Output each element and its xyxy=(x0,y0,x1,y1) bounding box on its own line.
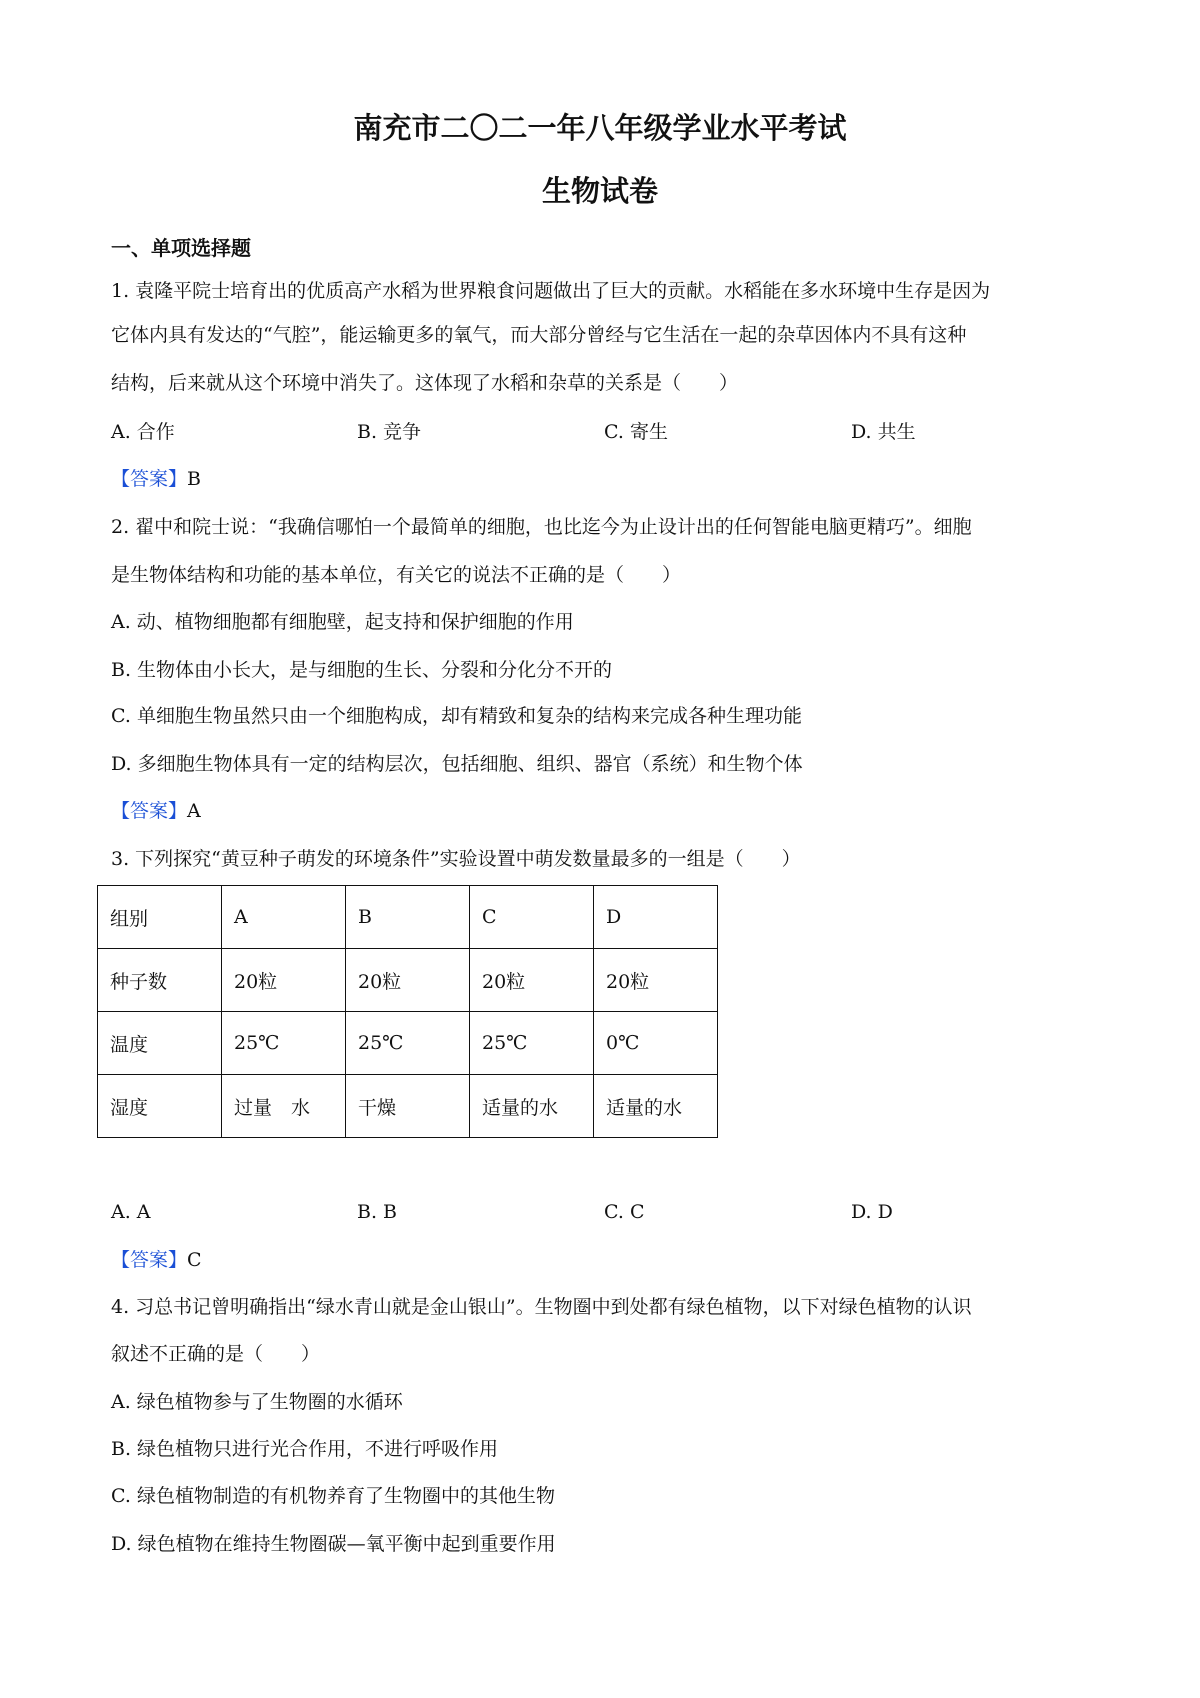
table-cell: 组别 xyxy=(98,886,222,949)
option-d: D. D xyxy=(851,1201,893,1223)
option-b: B. 绿色植物只进行光合作用，不进行呼吸作用 xyxy=(111,1438,499,1460)
table-row xyxy=(98,949,718,1012)
answer-value: A xyxy=(187,800,201,822)
table-cell: 25℃ xyxy=(346,1012,470,1075)
question-text-line: 它体内具有发达的“气腔”，能运输更多的氧气，而大部分曾经与它生活在一起的杂草因体内不具有这种 xyxy=(111,324,967,346)
question-text-line: 结构，后来就从这个环境中消失了。这体现了水稻和杂草的关系是（ ） xyxy=(111,372,739,394)
question-text-line: 2. 翟中和院士说：“我确信哪怕一个最简单的细胞，也比迄今为止设计出的任何智能电脑更精巧”。细胞 xyxy=(111,516,972,538)
table-cell: D xyxy=(594,886,718,949)
table-cell: 25℃ xyxy=(470,1012,594,1075)
table-cell: 适量的水 xyxy=(594,1075,718,1138)
option-a: A. 动、植物细胞都有细胞壁，起支持和保护细胞的作用 xyxy=(111,611,574,633)
option-d: D. 共生 xyxy=(851,421,916,443)
table-cell: 20粒 xyxy=(346,949,470,1012)
answer-value: C xyxy=(187,1249,202,1271)
question-text-line: 4. 习总书记曾明确指出“绿水青山就是金山银山”。生物圈中到处都有绿色植物，以下对绿色植物的认识 xyxy=(111,1296,972,1318)
table-cell: 20粒 xyxy=(222,949,346,1012)
question-text-line: 3. 下列探究“黄豆种子萌发的环境条件”实验设置中萌发数量最多的一组是（ ） xyxy=(111,848,801,870)
table-cell: C xyxy=(470,886,594,949)
question-text-line: 是生物体结构和功能的基本单位，有关它的说法不正确的是（ ） xyxy=(111,564,682,586)
page-subtitle: 生物试卷 xyxy=(541,174,658,208)
page-title: 南充市二〇二一年八年级学业水平考试 xyxy=(353,111,847,145)
option-b: B. 竞争 xyxy=(357,421,422,443)
option-d: D. 绿色植物在维持生物圈碳—氧平衡中起到重要作用 xyxy=(111,1533,556,1555)
option-a: A. 合作 xyxy=(111,421,175,443)
table-row xyxy=(98,1012,718,1075)
answer-line xyxy=(111,802,201,821)
option-a: A. 绿色植物参与了生物圈的水循环 xyxy=(111,1391,403,1413)
option-b: B. 生物体由小长大，是与细胞的生长、分裂和分化分不开的 xyxy=(111,659,613,681)
answer-tag: 【答案】 xyxy=(111,800,188,822)
table-cell: B xyxy=(346,886,470,949)
table-cell: 20粒 xyxy=(470,949,594,1012)
table-row xyxy=(98,886,718,949)
answer-line xyxy=(111,1251,202,1270)
option-d: D. 多细胞生物体具有一定的结构层次，包括细胞、组织、器官（系统）和生物个体 xyxy=(111,753,803,775)
table-row xyxy=(98,1075,718,1138)
option-c: C. 寄生 xyxy=(604,421,668,443)
option-c: C. C xyxy=(604,1201,645,1223)
table-cell: 0℃ xyxy=(594,1012,718,1075)
answer-line xyxy=(111,470,201,489)
question-text-line: 1. 袁隆平院士培育出的优质高产水稻为世界粮食问题做出了巨大的贡献。水稻能在多水环境中生存是因为 xyxy=(111,280,991,302)
table-cell: 温度 xyxy=(98,1012,222,1075)
table-cell: 种子数 xyxy=(98,949,222,1012)
answer-tag: 【答案】 xyxy=(111,1249,188,1271)
answer-tag: 【答案】 xyxy=(111,468,188,490)
experiment-table xyxy=(97,885,718,1138)
table-cell: 适量的水 xyxy=(470,1075,594,1138)
table-cell: 20粒 xyxy=(594,949,718,1012)
table-cell: 过量 水 xyxy=(222,1075,346,1138)
option-c: C. 绿色植物制造的有机物养育了生物圈中的其他生物 xyxy=(111,1485,555,1507)
option-a: A. A xyxy=(111,1201,151,1223)
question-text-line: 叙述不正确的是（ ） xyxy=(111,1343,321,1365)
table-cell: A xyxy=(222,886,346,949)
table-cell: 干燥 xyxy=(346,1075,470,1138)
option-b: B. B xyxy=(357,1201,398,1223)
table-cell: 湿度 xyxy=(98,1075,222,1138)
table-cell: 25℃ xyxy=(222,1012,346,1075)
answer-value: B xyxy=(187,468,201,490)
section-title: 一、单项选择题 xyxy=(111,236,251,260)
option-c: C. 单细胞生物虽然只由一个细胞构成，却有精致和复杂的结构来完成各种生理功能 xyxy=(111,705,802,727)
